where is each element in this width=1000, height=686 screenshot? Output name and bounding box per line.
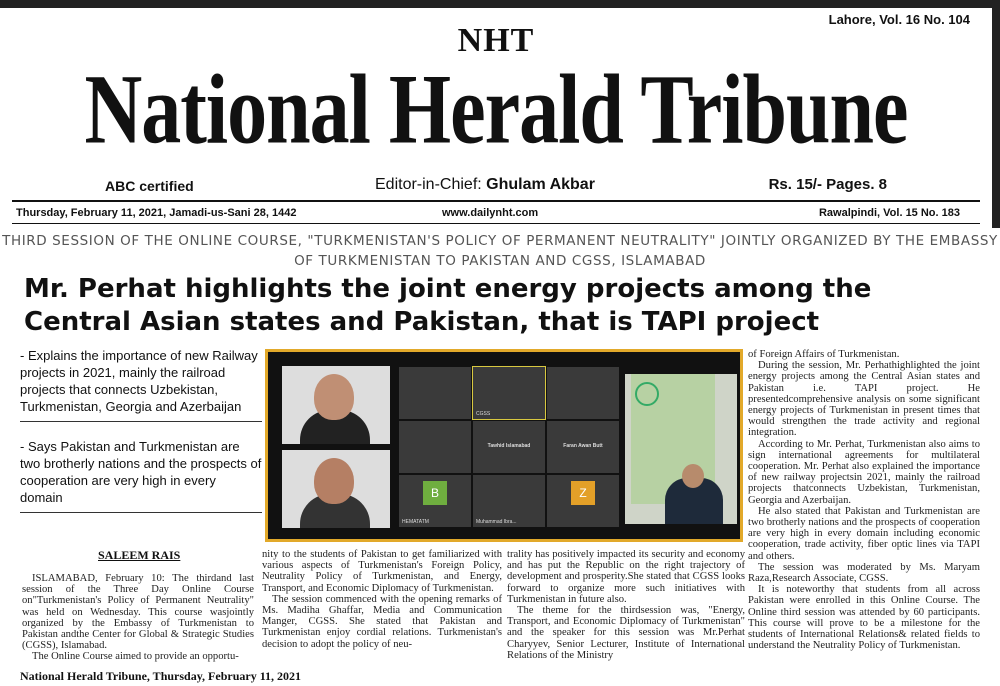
article-kicker: THIRD SESSION OF THE ONLINE COURSE, "TURKMENISTAN'S POLICY OF PERMANENT NEUTRALITY" JOINTLY ORGANIZED BY THE EMBASSY OF TURKMENISTAN TO PAKISTAN AND CGSS, ISLAMABAD bbox=[2, 233, 998, 269]
participant-tile: B HEMATATM bbox=[398, 474, 472, 528]
video-conference-photo bbox=[265, 349, 743, 542]
masthead bbox=[0, 8, 992, 228]
paragraph: It is noteworthy that students from all across Pakistan were enrolled in this Online Course. The Online third session was attended by 60 participants. This course will prove to be a milestone for the students of International Relations& related fields to understand the Neutrality Policy of Turkmenistan. bbox=[748, 584, 980, 652]
masthead-abbr: NHT bbox=[457, 22, 535, 59]
byline: SALEEM RAIS bbox=[98, 548, 181, 562]
editor-name: Ghulam Akbar bbox=[486, 176, 595, 193]
dateline bbox=[12, 200, 980, 224]
paragraph: The Online Course aimed to provide an opportu- bbox=[32, 651, 239, 663]
article-column-2 bbox=[262, 549, 502, 650]
participant-grid bbox=[398, 366, 620, 528]
footer-line: National Herald Tribune, Thursday, February 11, 2021 bbox=[20, 669, 302, 683]
participant-tile bbox=[398, 420, 472, 474]
article-headline: Mr. Perhat highlights the joint energy projects among the Central Asian states and Pakistan, that is TAPI project bbox=[24, 274, 872, 337]
paragraph: The session commenced with the opening remarks of Ms. Madiha Ghaffar, Media and Communication Manger, CGSS. She stated that Pakistan and Turkmenistan enjoy cordial relations. Turkmenistan's decision to adopt the policy of neu- bbox=[262, 593, 502, 650]
participant-tile bbox=[546, 366, 620, 420]
highlight-1: - Explains the importance of new Railway projects in 2021, mainly the railroad projects that connects Uzbekistan, Turkmenistan, Georgia and Azerbaijan bbox=[20, 347, 262, 422]
participant-avatar bbox=[282, 450, 390, 528]
participant-tile: Z bbox=[546, 474, 620, 528]
editor-in-chief: Editor-in-Chief: Ghulam Akbar bbox=[375, 176, 595, 193]
article-column-1 bbox=[22, 573, 254, 663]
article-column-3 bbox=[507, 549, 745, 661]
newspaper-title: National Herald Tribune bbox=[84, 55, 908, 165]
speaker-panels bbox=[282, 366, 390, 528]
top-border bbox=[0, 0, 1000, 8]
participant-tile: Faran Awan Butt bbox=[546, 420, 620, 474]
article-highlights bbox=[20, 347, 262, 529]
paragraph: ISLAMABAD, February 10: The thirdand last session of the Three Day Online Course on"Turkmenistan's Policy of Permanent Neutrality" was held on Wednesday. This course wasjointly organized by the Embassy of Turkmenistan to Pakistan andthe Center for Global & Strategic Studies (CGSS), Islamabad. bbox=[22, 573, 254, 652]
participant-tile: Muhammad Ibra... bbox=[472, 474, 546, 528]
participant-avatar bbox=[282, 366, 390, 444]
paragraph: According to Mr. Perhat, Turkmenistan also aims to sign international agreements for multilateral cooperation. Mr. Perhat also explained the importance of new railway projectsin 2021, mainly the railroad projects thatconnects Uzbekistan, Turkmenistan, Georgia and Azerbaijan. bbox=[748, 438, 980, 506]
paragraph: trality has positively impacted its security and economy and has put the Republic on the right trajectory of development and prosperity.She stated that CGSS looks forward to organize more such initiatives with Turkmenistan in future also. bbox=[507, 549, 745, 605]
participant-tile: Tawhid Islamabad bbox=[472, 420, 546, 474]
paragraph: During the session, Mr. Perhathighlighted the joint energy projects among the Central Asian states and Pakistan i.e. TAPI project. He presentedcomprehensive analysis on some significant energy projects of Turkmenistan in present times that would strengthen the trade activity and regional integration. bbox=[748, 360, 980, 439]
edition-right: Rawalpindi, Vol. 15 No. 183 bbox=[818, 207, 960, 219]
masthead-info bbox=[15, 176, 977, 198]
participant-tile: CGSS bbox=[472, 366, 546, 420]
paragraph: The session was moderated by Ms. Maryam Raza,Research Associate, CGSS. bbox=[748, 561, 980, 585]
price-pages: Rs. 15/- Pages. 8 bbox=[768, 176, 887, 193]
website-link[interactable]: www.dailynht.com bbox=[442, 207, 539, 219]
speaker-video bbox=[625, 374, 737, 524]
article-column-4 bbox=[748, 349, 980, 651]
participant-tile bbox=[398, 366, 472, 420]
issue-date: Thursday, February 11, 2021, Jamadi-us-Sani 28, 1442 bbox=[16, 207, 297, 219]
paragraph: of Foreign Affairs of Turkmenistan. bbox=[748, 349, 900, 360]
right-border bbox=[992, 0, 1000, 228]
certification: ABC certified bbox=[105, 178, 194, 194]
paragraph: He also stated that Pakistan and Turkmenistan are two brotherly nations and the prospects of cooperation are very high in every domain including economic cooperation, trade activity, fiber optic lines via TAPI and others. bbox=[748, 505, 980, 562]
paragraph: The theme for the thirdsession was, "Energy, Transport, and Economic Diplomacy of Turkmenistan" and the speaker for this session was Mr.Perhat Charyyev, Senior Lecturer, Institute of International Relations of the Ministry bbox=[507, 605, 745, 661]
edition-label: Lahore, Vol. 16 No. 104 bbox=[828, 12, 970, 27]
paragraph: nity to the students of Pakistan to get familiarized with various aspects of Turkmenistan's Foreign Policy, Neutrality Policy of Turkmenistan, and Energy, Transport, and Economic Diplomacy of Turkmenistan. bbox=[262, 549, 502, 594]
highlight-2: - Says Pakistan and Turkmenistan are two brotherly nations and the prospects of cooperation are very high in every domain bbox=[20, 438, 262, 513]
